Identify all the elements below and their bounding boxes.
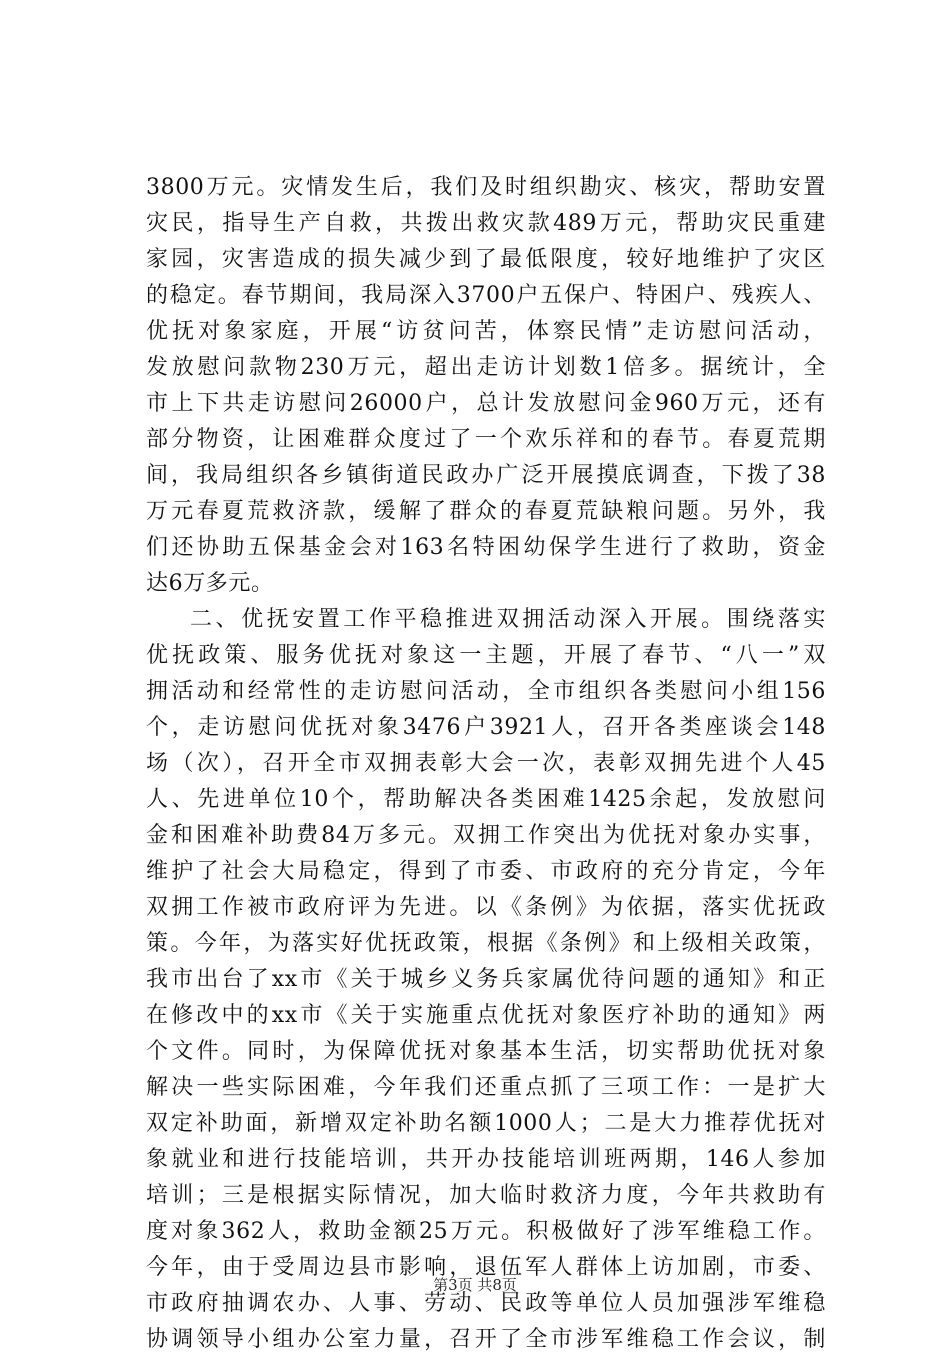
text-line: 我市出台了xx市《关于城乡义务兵家属优待问题的通知》和正 [146,967,826,992]
text-line: 拥活动和经常性的走访慰问活动，全市组织各类慰问小组156 [146,679,826,704]
text-line: 金和困难补助费84万多元。双拥工作突出为优抚对象办实事， [146,823,826,848]
text-line: 间，我局组织各乡镇街道民政办广泛开展摸底调查，下拨了38 [146,463,826,488]
paragraph-2 [146,602,826,1358]
text-line: 维护了社会大局稳定，得到了市委、市政府的充分肯定，今年 [146,859,826,884]
text-line: 人、先进单位10个，帮助解决各类困难1425余起，发放慰问 [146,787,826,812]
text-line: 双定补助面，新增双定补助名额1000人；二是大力推荐优抚对 [146,1111,826,1136]
text-line: 个文件。同时，为保障优抚对象基本生活，切实帮助优抚对象 [146,1039,826,1064]
text-line: 优抚政策、服务优抚对象这一主题，开展了春节、“八一”双 [146,643,826,668]
text-line: 在修改中的xx市《关于实施重点优抚对象医疗补助的通知》两 [146,1003,826,1028]
text-line: 协调领导小组办公室力量，召开了全市涉军维稳工作会议，制 [146,1327,826,1352]
text-line: 象就业和进行技能培训，共开办技能培训班两期，146人参加 [146,1147,826,1172]
text-line: 今年，由于受周边县市影响，退伍军人群体上访加剧，市委、 [146,1255,826,1280]
text-line: 3800万元。灾情发生后，我们及时组织勘灾、核灾，帮助安置 [146,175,826,200]
text-line: 的稳定。春节期间，我局深入3700户五保户、特困户、残疾人、 [146,283,826,308]
text-line: 灾民，指导生产自救，共拨出救灾款489万元，帮助灾民重建 [146,211,826,236]
text-line: 度对象362人，救助金额25万元。积极做好了涉军维稳工作。 [146,1219,826,1244]
text-line: 达6万多元。 [146,571,274,596]
text-line: 培训；三是根据实际情况，加大临时救济力度，今年共救助有 [146,1183,826,1208]
text-line: 市上下共走访慰问26000户，总计发放慰问金960万元，还有 [146,391,826,416]
text-line: 场（次），召开全市双拥表彰大会一次，表彰双拥先进个人45 [146,751,826,776]
text-line: 部分物资，让困难群众度过了一个欢乐祥和的春节。春夏荒期 [146,427,826,452]
text-line: 策。今年，为落实好优抚政策，根据《条例》和上级相关政策， [146,931,826,956]
document-body [146,170,826,1358]
text-line: 二、优抚安置工作平稳推进双拥活动深入开展。围绕落实 [190,607,826,632]
text-line: 优抚对象家庭，开展“访贫问苦，体察民情”走访慰问活动， [146,319,826,344]
text-line: 个，走访慰问优抚对象3476户3921人，召开各类座谈会148 [146,715,826,740]
text-line: 双拥工作被市政府评为先进。以《条例》为依据，落实优抚政 [146,895,826,920]
text-line: 万元春夏荒救济款，缓解了群众的春夏荒缺粮问题。另外，我 [146,499,826,524]
text-line: 解决一些实际困难，今年我们还重点抓了三项工作：一是扩大 [146,1075,826,1100]
text-line: 们还协助五保基金会对163名特困幼保学生进行了救助，资金 [146,535,826,560]
page-footer: 第3页 共8页 [433,1276,517,1294]
text-line: 家园，灾害造成的损失减少到了最低限度，较好地维护了灾区 [146,247,826,272]
text-line: 市政府抽调农办、人事、劳动、民政等单位人员加强涉军维稳 [146,1291,826,1316]
paragraph-1 [146,170,826,602]
text-line: 发放慰问款物230万元，超出走访计划数1倍多。据统计，全 [146,355,826,380]
